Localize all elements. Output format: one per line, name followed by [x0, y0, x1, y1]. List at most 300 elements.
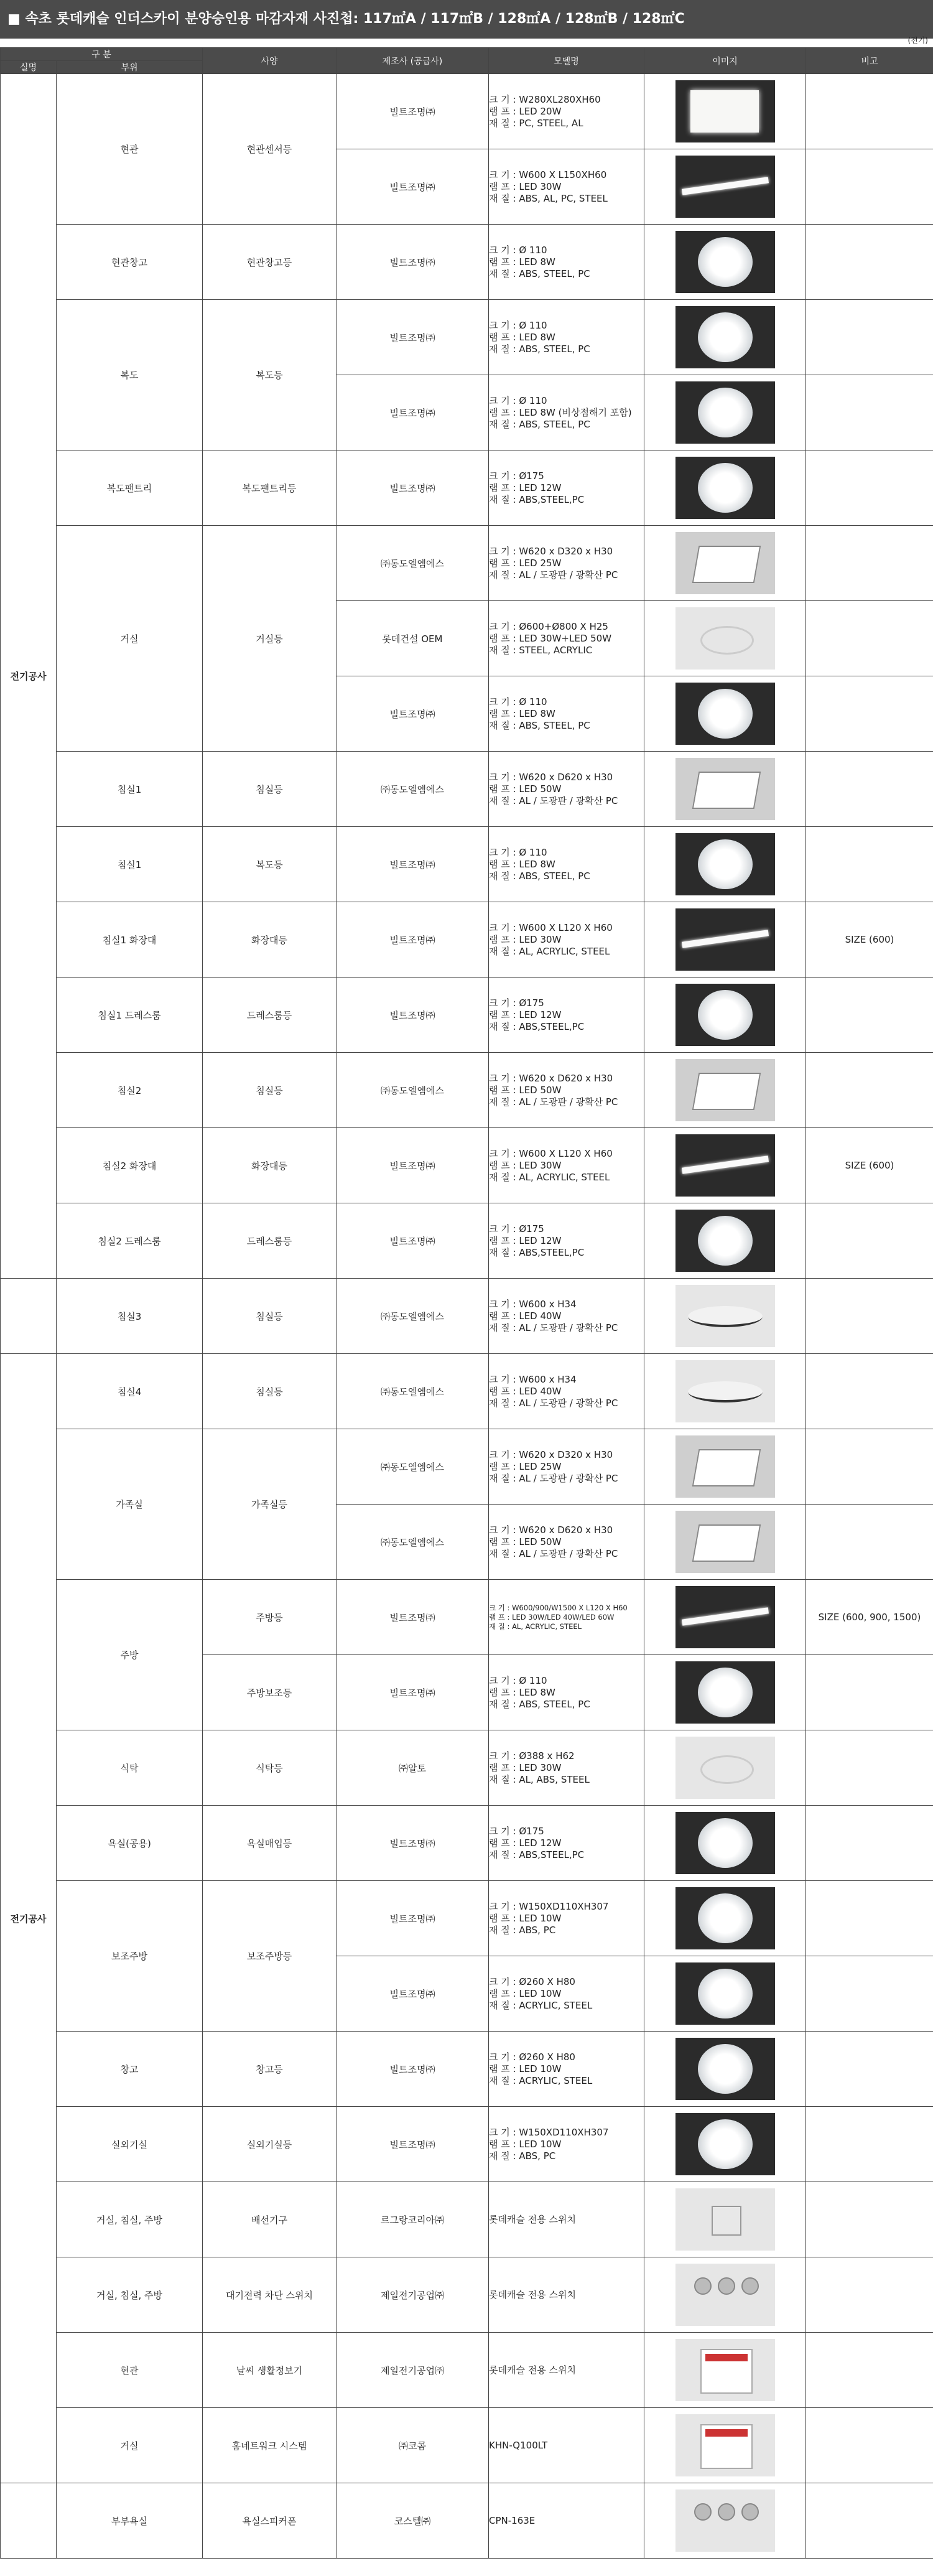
spec-value-material: ABS, STEEL, PC — [519, 418, 590, 430]
spec-label-lamp: 램 프 : — [489, 1536, 519, 1547]
spec-cell: 날씨 생활정보기 — [203, 2333, 337, 2408]
category-cell — [1, 1279, 57, 1354]
spec-cell: 거실등 — [203, 526, 337, 752]
spec-label-lamp: 램 프 : — [489, 1009, 519, 1020]
product-photo — [675, 908, 775, 971]
spec-value-lamp: LED 12W — [519, 482, 562, 493]
product-photo — [675, 758, 775, 820]
location-cell: 거실, 침실, 주방 — [57, 2182, 203, 2257]
location-cell: 거실, 침실, 주방 — [57, 2257, 203, 2333]
spec-value-size: W600 X L120 X H60 — [519, 922, 613, 933]
spec-label-lamp: 램 프 : — [489, 1686, 519, 1698]
material-table — [0, 47, 933, 2559]
note-cell — [806, 752, 933, 827]
spec-value-size: W600 x H34 — [519, 1298, 577, 1310]
maker-cell: ㈜동도엘엠에스 — [337, 1429, 489, 1505]
spec-value-size: Ø175 — [519, 1825, 544, 1837]
product-photo — [675, 231, 775, 293]
spec-value-lamp: LED 20W — [519, 105, 562, 117]
spec-cell: 욕실스피커폰 — [203, 2483, 337, 2559]
model-cell — [489, 827, 644, 902]
image-cell — [644, 752, 806, 827]
table-row — [1, 2408, 933, 2483]
spec-value-lamp: LED 12W — [519, 1009, 562, 1020]
maker-cell: 제일전기공업㈜ — [337, 2333, 489, 2408]
spec-value-size: W600/900/W1500 X L120 X H60 — [512, 1603, 628, 1612]
spec-cell: 현관센서등 — [203, 74, 337, 225]
product-photo — [675, 2414, 775, 2476]
note-cell — [806, 2408, 933, 2483]
note-cell — [806, 1279, 933, 1354]
model-cell — [489, 2107, 644, 2182]
note-cell — [806, 1881, 933, 1956]
spec-label-size: 크 기 : — [489, 244, 519, 256]
model-cell — [489, 676, 644, 752]
image-header: 이미지 — [644, 48, 806, 74]
spec-value-lamp: LED 8W — [519, 707, 555, 719]
location-cell: 침실1 — [57, 827, 203, 902]
spec-label-size: 크 기 : — [489, 1373, 519, 1385]
note-cell — [806, 1956, 933, 2032]
spec-value-lamp: LED 10W — [519, 2063, 562, 2074]
spec-label-lamp: 램 프 : — [489, 1612, 513, 1622]
spec-label-material: 재 질 : — [489, 795, 519, 806]
spec-value-material: ABS,STEEL,PC — [519, 1020, 585, 1032]
category-cell — [1, 2483, 57, 2559]
product-photo — [675, 1285, 775, 1347]
spec-label-size: 크 기 : — [489, 2126, 519, 2138]
product-photo — [675, 1210, 775, 1272]
product-photo — [675, 2188, 775, 2251]
location-cell: 욕실(공용) — [57, 1806, 203, 1881]
spec-value-size: Ø260 X H80 — [519, 2051, 575, 2063]
location-cell: 주방 — [57, 1580, 203, 1730]
spec-cell: 복도팬트리등 — [203, 450, 337, 526]
location-cell: 침실1 화장대 — [57, 902, 203, 978]
maker-cell: 빌트조명㈜ — [337, 676, 489, 752]
model-header: 모델명 — [489, 48, 644, 74]
note-cell — [806, 1429, 933, 1505]
spec-value-material: ABS, STEEL, PC — [519, 268, 590, 279]
spec-value-material: ABS, PC — [519, 1924, 556, 1936]
spec-cell: 현관창고등 — [203, 225, 337, 300]
spec-label-material: 재 질 : — [489, 1096, 519, 1108]
note-cell — [806, 300, 933, 375]
note-cell — [806, 1505, 933, 1580]
spec-label-lamp: 램 프 : — [489, 482, 519, 493]
product-photo — [675, 984, 775, 1046]
spec-label-material: 재 질 : — [489, 1773, 519, 1785]
spec-value-lamp: LED 12W — [519, 1234, 562, 1246]
spec-label-lamp: 램 프 : — [489, 783, 519, 795]
maker-cell: 빌트조명㈜ — [337, 827, 489, 902]
spec-value-material: AL / 도광판 / 광확산 PC — [519, 1547, 618, 1559]
spec-label-material: 재 질 : — [489, 719, 519, 731]
spec-label-material: 재 질 : — [489, 493, 519, 505]
table-row — [1, 74, 933, 149]
spec-value-material: AL, ACRYLIC, STEEL — [512, 1622, 582, 1631]
location-cell: 거실 — [57, 526, 203, 752]
spec-value-lamp: LED 30W+LED 50W — [519, 632, 612, 644]
model-cell — [489, 902, 644, 978]
spec-value-size: W620 x D620 x H30 — [519, 1524, 613, 1536]
spec-label-lamp: 램 프 : — [489, 2063, 519, 2074]
note-cell — [806, 2032, 933, 2107]
spec-label-size: 크 기 : — [489, 846, 519, 858]
spec-value-material: ABS, STEEL, PC — [519, 343, 590, 355]
location-cell: 거실 — [57, 2408, 203, 2483]
note-cell: SIZE (600, 900, 1500) — [806, 1580, 933, 1655]
product-photo — [675, 156, 775, 218]
spec-label-material: 재 질 : — [489, 569, 519, 581]
note-header: 비고 — [806, 48, 933, 74]
spec-label-size: 크 기 : — [489, 1072, 519, 1084]
spec-label-lamp: 램 프 : — [489, 1912, 519, 1924]
spec-cell: 식탁등 — [203, 1730, 337, 1806]
table-row — [1, 300, 933, 375]
spec-label-material: 재 질 : — [489, 1322, 519, 1333]
image-cell — [644, 2182, 806, 2257]
image-cell — [644, 1881, 806, 1956]
model-cell — [489, 2408, 644, 2483]
spec-label-material: 재 질 : — [489, 945, 519, 957]
note-cell — [806, 601, 933, 676]
spec-cell: 가족실등 — [203, 1429, 337, 1580]
spec-value-lamp: LED 10W — [519, 1912, 562, 1924]
spec-label-material: 재 질 : — [489, 192, 519, 204]
product-photo — [675, 1586, 775, 1648]
model-cell — [489, 1354, 644, 1429]
table-row — [1, 1128, 933, 1203]
maker-cell: 빌트조명㈜ — [337, 149, 489, 225]
spec-label-size: 크 기 : — [489, 169, 519, 180]
maker-cell: 빌트조명㈜ — [337, 1655, 489, 1730]
spec-value-size: Ø 110 — [519, 244, 547, 256]
model-cell — [489, 1053, 644, 1128]
spec-cell: 화장대등 — [203, 902, 337, 978]
table-row — [1, 2257, 933, 2333]
product-photo — [675, 1887, 775, 1949]
spec-cell: 주방등 — [203, 1580, 337, 1655]
spec-cell: 침실등 — [203, 1354, 337, 1429]
spec-label-lamp: 램 프 : — [489, 1084, 519, 1096]
table-row — [1, 1053, 933, 1128]
spec-value-size: Ø175 — [519, 470, 544, 482]
spec-label-material: 재 질 : — [489, 1171, 519, 1183]
spec-value-material: ABS,STEEL,PC — [519, 493, 585, 505]
spec-cell: 화장대등 — [203, 1128, 337, 1203]
spec-label-size: 크 기 : — [489, 470, 519, 482]
spec-value-size: Ø 110 — [519, 319, 547, 331]
spec-label-lamp: 램 프 : — [489, 180, 519, 192]
location-cell: 현관 — [57, 2333, 203, 2408]
spec-label-size: 크 기 : — [489, 93, 519, 105]
maker-cell: 빌트조명㈜ — [337, 902, 489, 978]
maker-cell: ㈜동도엘엠에스 — [337, 1053, 489, 1128]
spec-label-size: 크 기 : — [489, 1674, 519, 1686]
maker-cell: 빌트조명㈜ — [337, 2107, 489, 2182]
spec-value-lamp: LED 40W — [519, 1310, 562, 1322]
spec-label-size: 크 기 : — [489, 1976, 519, 1987]
spec-cell: 복도등 — [203, 827, 337, 902]
table-body — [1, 74, 933, 2559]
spec-label-material: 재 질 : — [489, 418, 519, 430]
note-cell — [806, 676, 933, 752]
model-cell — [489, 1956, 644, 2032]
room-type-header: 실명 — [1, 61, 57, 74]
location-cell: 침실1 — [57, 752, 203, 827]
note-cell — [806, 1730, 933, 1806]
product-photo — [675, 2339, 775, 2401]
spec-value-material: STEEL, ACRYLIC — [519, 644, 593, 656]
table-row — [1, 2182, 933, 2257]
table-row — [1, 2333, 933, 2408]
maker-cell: 빌트조명㈜ — [337, 1203, 489, 1279]
spec-cell: 침실등 — [203, 1053, 337, 1128]
spec-label-material: 재 질 : — [489, 644, 519, 656]
note-cell — [806, 375, 933, 450]
model-cell — [489, 2182, 644, 2257]
spec-label-lamp: 램 프 : — [489, 406, 519, 418]
location-cell: 침실3 — [57, 1279, 203, 1354]
spec-header: 사양 — [203, 48, 337, 74]
table-row — [1, 2107, 933, 2182]
spec-value-size: W620 x D320 x H30 — [519, 545, 613, 557]
spec-cell: 실외기실등 — [203, 2107, 337, 2182]
note-cell — [806, 1203, 933, 1279]
model-cell — [489, 1128, 644, 1203]
category-cell: 전기공사 — [1, 74, 57, 1279]
spec-label-size: 크 기 : — [489, 1449, 519, 1460]
spec-cell: 보조주방등 — [203, 1881, 337, 2032]
spec-cell: 배선기구 — [203, 2182, 337, 2257]
model-cell — [489, 526, 644, 601]
spec-label-size: 크 기 : — [489, 1750, 519, 1762]
spec-label-size: 크 기 : — [489, 1900, 519, 1912]
note-cell — [806, 149, 933, 225]
spec-value-material: ABS, STEEL, PC — [519, 719, 590, 731]
spec-label-lamp: 램 프 : — [489, 557, 519, 569]
spec-label-size: 크 기 : — [489, 1223, 519, 1234]
spec-value-lamp: LED 50W — [519, 1536, 562, 1547]
product-photo — [675, 306, 775, 368]
spec-label-lamp: 램 프 : — [489, 1234, 519, 1246]
spec-value-lamp: LED 30W — [519, 180, 562, 192]
spec-label-size: 크 기 : — [489, 922, 519, 933]
spec-value-lamp: LED 8W — [519, 858, 555, 870]
maker-cell: ㈜동도엘엠에스 — [337, 752, 489, 827]
maker-cell: 빌트조명㈜ — [337, 1881, 489, 1956]
table-row — [1, 450, 933, 526]
spec-value-material: ACRYLIC, STEEL — [519, 2074, 593, 2086]
spec-value-size: Ø 110 — [519, 696, 547, 707]
table-row — [1, 1580, 933, 1655]
image-cell — [644, 74, 806, 149]
spec-value-size: W600 X L120 X H60 — [519, 1147, 613, 1159]
spec-value-lamp: LED 30W — [519, 933, 562, 945]
model-cell — [489, 978, 644, 1053]
maker-cell: 빌트조명㈜ — [337, 225, 489, 300]
spec-value-material: ABS,STEEL,PC — [519, 1246, 585, 1258]
note-cell — [806, 2483, 933, 2559]
model-text: KHN-Q100LT — [489, 2439, 548, 2451]
note-cell — [806, 225, 933, 300]
spec-value-lamp: LED 40W — [519, 1385, 562, 1397]
product-photo — [675, 457, 775, 519]
spec-value-lamp: LED 8W — [519, 331, 555, 343]
spec-value-lamp: LED 10W — [519, 2138, 562, 2150]
image-cell — [644, 1279, 806, 1354]
location-cell: 복도 — [57, 300, 203, 450]
image-cell — [644, 1203, 806, 1279]
table-row — [1, 1354, 933, 1429]
image-cell — [644, 300, 806, 375]
maker-cell: 빌트조명㈜ — [337, 1956, 489, 2032]
spec-value-material: ABS, STEEL, PC — [519, 1698, 590, 1710]
model-cell — [489, 2333, 644, 2408]
product-photo — [675, 1737, 775, 1799]
location-cell: 현관창고 — [57, 225, 203, 300]
product-photo — [675, 1812, 775, 1874]
product-photo — [675, 1435, 775, 1498]
model-cell — [489, 1730, 644, 1806]
spec-cell: 복도등 — [203, 300, 337, 450]
spec-value-size: W150XD110XH307 — [519, 2126, 609, 2138]
model-text: 롯데캐슬 전용 스위치 — [489, 2213, 576, 2225]
spec-value-material: AL / 도광판 / 광확산 PC — [519, 1322, 618, 1333]
image-cell — [644, 2107, 806, 2182]
spec-label-size: 크 기 : — [489, 394, 519, 406]
spec-label-material: 재 질 : — [489, 1547, 519, 1559]
spec-value-material: ABS, STEEL, PC — [519, 870, 590, 882]
table-row — [1, 978, 933, 1053]
location-cell: 침실2 드레스룸 — [57, 1203, 203, 1279]
spec-value-material: AL, ACRYLIC, STEEL — [519, 1171, 610, 1183]
product-photo — [675, 833, 775, 895]
location-cell: 실외기실 — [57, 2107, 203, 2182]
image-cell — [644, 902, 806, 978]
spec-value-lamp: LED 50W — [519, 1084, 562, 1096]
spec-value-material: ABS, PC — [519, 2150, 556, 2162]
spec-label-lamp: 램 프 : — [489, 1385, 519, 1397]
note-cell — [806, 1354, 933, 1429]
table-row — [1, 1429, 933, 1505]
spec-label-lamp: 램 프 : — [489, 331, 519, 343]
spec-value-material: ABS, AL, PC, STEEL — [519, 192, 608, 204]
image-cell — [644, 676, 806, 752]
spec-label-material: 재 질 : — [489, 870, 519, 882]
location-cell: 식탁 — [57, 1730, 203, 1806]
spec-label-size: 크 기 : — [489, 545, 519, 557]
note-cell — [806, 2333, 933, 2408]
product-photo — [675, 532, 775, 594]
model-cell — [489, 601, 644, 676]
maker-cell: 제일전기공업㈜ — [337, 2257, 489, 2333]
spec-value-lamp: LED 8W (비상점해기 포함) — [519, 406, 632, 418]
spec-label-lamp: 램 프 : — [489, 1159, 519, 1171]
spec-label-material: 재 질 : — [489, 2150, 519, 2162]
document-title: ■ 속초 롯데캐슬 인더스카이 분양승인용 마감자재 사진첩: 117㎡A / 117㎡B / 128㎡A / 128㎡B / 128㎡C — [0, 0, 933, 39]
note-cell — [806, 1053, 933, 1128]
spec-label-lamp: 램 프 : — [489, 1460, 519, 1472]
maker-cell: ㈜동도엘엠에스 — [337, 1354, 489, 1429]
model-cell — [489, 300, 644, 375]
spec-cell: 침실등 — [203, 752, 337, 827]
image-cell — [644, 1128, 806, 1203]
product-photo — [675, 1661, 775, 1724]
spec-label-lamp: 램 프 : — [489, 632, 519, 644]
table-row — [1, 2032, 933, 2107]
spec-label-lamp: 램 프 : — [489, 2138, 519, 2150]
product-photo — [675, 607, 775, 670]
spec-value-size: W150XD110XH307 — [519, 1900, 609, 1912]
model-cell — [489, 1203, 644, 1279]
spec-value-size: W620 x D320 x H30 — [519, 1449, 613, 1460]
maker-cell: 코스텔㈜ — [337, 2483, 489, 2559]
spec-label-material: 재 질 : — [489, 117, 519, 129]
image-cell — [644, 1806, 806, 1881]
note-cell — [806, 827, 933, 902]
location-cell: 침실2 — [57, 1053, 203, 1128]
spec-value-lamp: LED 8W — [519, 256, 555, 268]
note-cell — [806, 74, 933, 149]
product-photo — [675, 80, 775, 142]
note-cell — [806, 2257, 933, 2333]
model-cell — [489, 149, 644, 225]
spec-cell: 드레스룸등 — [203, 1203, 337, 1279]
spec-cell: 창고등 — [203, 2032, 337, 2107]
note-cell — [806, 1655, 933, 1730]
product-photo — [675, 1134, 775, 1197]
spec-value-size: W600 X L150XH60 — [519, 169, 607, 180]
spec-value-size: Ø175 — [519, 997, 544, 1009]
spec-value-lamp: LED 12W — [519, 1837, 562, 1849]
spec-label-lamp: 램 프 : — [489, 1762, 519, 1773]
spec-value-material: ABS,STEEL,PC — [519, 1849, 585, 1860]
image-cell — [644, 2483, 806, 2559]
spec-label-size: 크 기 : — [489, 1298, 519, 1310]
note-cell — [806, 2107, 933, 2182]
table-row — [1, 902, 933, 978]
image-cell — [644, 225, 806, 300]
table-row — [1, 225, 933, 300]
spec-value-lamp: LED 8W — [519, 1686, 555, 1698]
note-cell — [806, 526, 933, 601]
spec-label-material: 재 질 : — [489, 1246, 519, 1258]
spec-label-size: 크 기 : — [489, 696, 519, 707]
image-cell — [644, 2257, 806, 2333]
image-cell — [644, 601, 806, 676]
spec-value-material: ACRYLIC, STEEL — [519, 1999, 593, 2011]
product-photo — [675, 2490, 775, 2552]
spec-label-lamp: 램 프 : — [489, 707, 519, 719]
note-cell — [806, 1806, 933, 1881]
maker-cell: 롯데건설 OEM — [337, 601, 489, 676]
table-row — [1, 827, 933, 902]
spec-label-size: 크 기 : — [489, 620, 519, 632]
spec-label-material: 재 질 : — [489, 1849, 519, 1860]
spec-value-lamp: LED 30W — [519, 1159, 562, 1171]
spec-value-size: W600 x H34 — [519, 1373, 577, 1385]
spec-cell: 침실등 — [203, 1279, 337, 1354]
maker-cell: 빌트조명㈜ — [337, 74, 489, 149]
spec-label-size: 크 기 : — [489, 997, 519, 1009]
model-cell — [489, 225, 644, 300]
product-photo — [675, 1360, 775, 1422]
maker-cell: 빌트조명㈜ — [337, 375, 489, 450]
spec-label-lamp: 램 프 : — [489, 858, 519, 870]
model-text: 롯데캐슬 전용 스위치 — [489, 2364, 576, 2376]
